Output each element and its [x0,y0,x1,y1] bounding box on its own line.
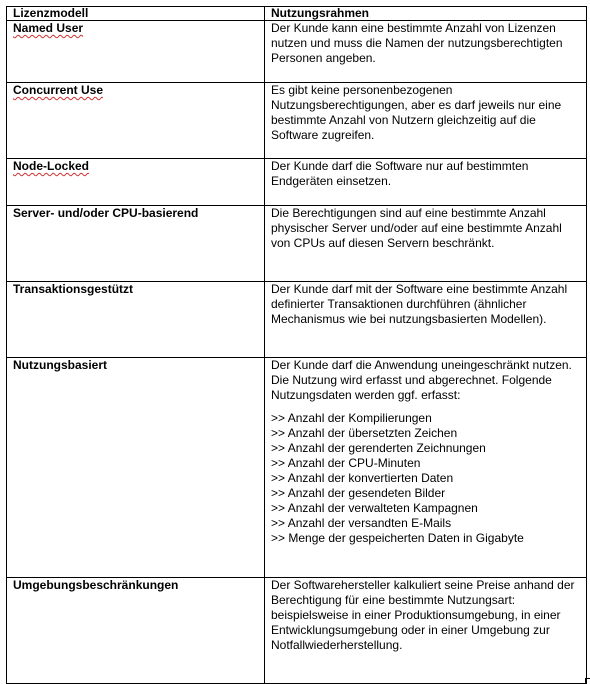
license-description: Die Berechtigungen sind auf eine bestimmte Anzahl physischer Server und/oder auf eine bestimmte Anzahl von CPUs auf diesen Servern beschränkt. [271,206,562,250]
row-name-cell [7,83,265,159]
table-row [7,578,587,684]
row-name-cell [7,21,265,83]
row-name-cell [7,159,265,206]
row-text-cell [265,159,587,206]
list-item: >> Menge der gespeicherten Daten in Gigabyte [271,531,524,545]
list-item: >> Anzahl der gerenderten Zeichnungen [271,441,486,455]
license-model-table [6,6,587,684]
row-name-cell [7,578,265,684]
list-item: >> Anzahl der CPU-Minuten [271,456,421,470]
list-item: >> Anzahl der gesendeten Bilder [271,486,446,500]
license-name: Nutzungsbasiert [13,358,108,372]
license-name: Named User [13,21,84,35]
list-item: >> Anzahl der Kompilierungen [271,411,432,425]
list-item: >> Anzahl der konvertierten Daten [271,471,454,485]
list-item: >> Anzahl der verwalteten Kampagnen [271,501,478,515]
table-row [7,206,587,282]
row-text-cell [265,282,587,358]
row-name-cell [7,206,265,282]
license-name: Umgebungsbeschränkungen [13,578,179,592]
table-row [7,83,587,159]
license-name: Transaktionsgestützt [13,282,134,296]
license-name: Server- und/oder CPU-basierend [13,206,199,220]
license-description: Es gibt keine personenbezogenen Nutzungsberechtigungen, aber es darf jeweils nur eine bestimmte Anzahl von Nutzern gleichzeitig auf die Software zugreifen. [271,83,562,142]
license-name: Node-Locked [13,159,90,173]
table-row [7,282,587,358]
table-row [7,21,587,83]
license-name: Concurrent Use [13,83,104,97]
row-text-cell [265,358,587,578]
header-nutzungsrahmen: Nutzungsrahmen [265,7,587,21]
license-description: Der Kunde darf die Anwendung uneingeschränkt nutzen. Die Nutzung wird erfasst und abgerechnet. Folgende Nutzungsdaten werden ggf. erfasst: [271,358,572,402]
page-corner-mark [585,678,590,683]
row-text-cell [265,21,587,83]
license-description: Der Kunde kann eine bestimmte Anzahl von Lizenzen nutzen und muss die Namen der nutzungsberechtigten Personen angeben. [271,21,563,65]
list-item: >> Anzahl der versandten E-Mails [271,516,452,530]
license-description: Der Kunde darf mit der Software eine bestimmte Anzahl definierter Transaktionen durchführen (ähnlicher Mechanismus wie bei nutzungsbasierten Modellen). [271,282,568,326]
table-row [7,159,587,206]
header-row [7,7,587,21]
table-row [7,358,587,578]
header-lizenzmodell: Lizenzmodell [7,7,265,21]
row-name-cell [7,282,265,358]
row-name-cell [7,358,265,578]
row-text-cell [265,578,587,684]
list-item: >> Anzahl der übersetzten Zeichen [271,426,458,440]
usage-data-list [271,411,580,546]
license-description: Der Kunde darf die Software nur auf bestimmten Endgeräten einsetzen. [271,159,529,188]
row-text-cell [265,206,587,282]
row-text-cell [265,83,587,159]
license-description: Der Softwarehersteller kalkuliert seine Preise anhand der Berechtigung für eine bestimmte Nutzungsart: beispielsweise in einer Produktionsumgebung, in einer Entwicklungsumgebung oder in einer Umgebung zur Notfallwiederherstellung. [271,578,575,652]
